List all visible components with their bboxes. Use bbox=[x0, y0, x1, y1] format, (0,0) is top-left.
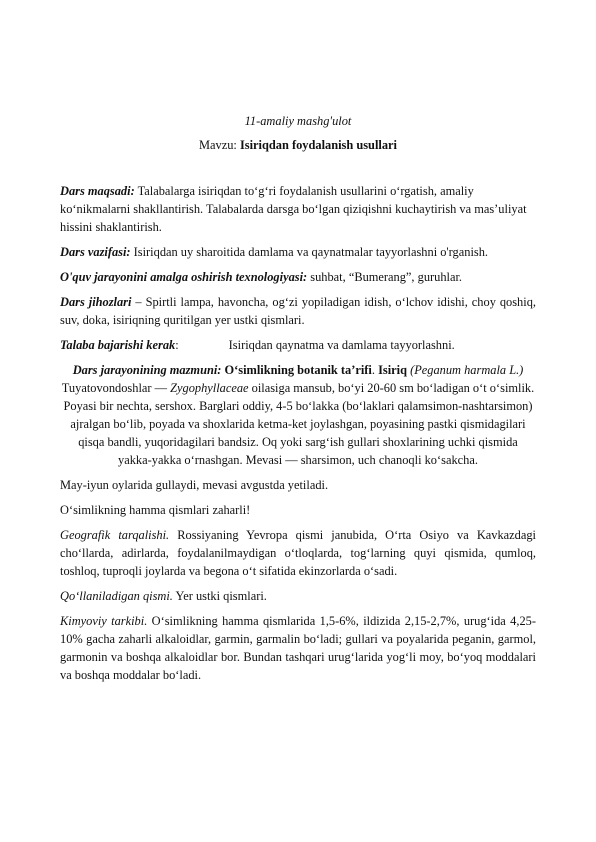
goal-label: Dars maqsadi: bbox=[60, 184, 135, 198]
used-part-text: Yer ustki qismlari. bbox=[172, 589, 267, 603]
student-text: Isiriqdan qaynatma va damlama tayyorlashni. bbox=[228, 338, 455, 352]
lesson-subject bbox=[60, 136, 536, 154]
subject-title: Isiriqdan foydalanish usullari bbox=[239, 138, 397, 152]
document-page bbox=[60, 112, 536, 691]
geography-label: Geografik tarqalishi. bbox=[60, 528, 170, 542]
plant-description: oilasiga mansub, bo‘yi 20-60 sm bo‘ladigan o‘t o‘simlik. Poyasi bir nechta, sershox. Barglari oddiy, 4-5 bo‘lakka (bo‘laklari qalamsimon-nashtarsimon) ajralgan bo‘lib, poyada va shoxlarida ketma-ket joylashgan, poyasining pastki qismidagilari qisqa bandli, yuqoridagilari bandsiz. Oq yoki sarg‘ish gullari shoxlarining uchki qismida yakka-yakka o‘rnashgan. Mevasi — sharsimon, uch chanoqli ko‘sakcha. bbox=[63, 381, 535, 467]
equipment-label: Dars jihozlari bbox=[60, 295, 132, 309]
goal-text: Talabalarga isiriqdan to‘g‘ri foydalanish usullarini o‘rgatish, amaliy ko‘nikmalarni shakllantirish. Talabalarda darsga bo‘lgan qiziqishni kuchaytirish va mas’uliyat hissini shaklantirish. bbox=[60, 184, 527, 234]
used-part-paragraph bbox=[60, 587, 536, 605]
student-label: Talaba bajarishi kerak bbox=[60, 338, 176, 352]
chemistry-text: O‘simlikning hamma qismlarida 1,5-6%, ildizida 2,15-2,7%, urug‘ida 4,25-10% gacha zaharli alkaloidlar, garmin, garmalin bo‘ladi; gullari va poyalarida peganin, garmol, garmonin va boshqa alkaloidlar bor. Bundan tashqari urug‘larida yog‘li moy, bo‘yoq moddalari va boshqa moddalar bo‘ladi. bbox=[60, 614, 536, 682]
equipment-paragraph bbox=[60, 293, 536, 329]
used-part-label: Qo‘llaniladigan qismi. bbox=[60, 589, 173, 603]
method-label: O'quv jarayonini amalga oshirish texnologiyasi: bbox=[60, 270, 308, 284]
geography-text: Rossiyaning Yevropa qismi janubida, O‘rta Osiyo va Kavkazdagi cho‘llarda, adirlarda, foydalanilmaydigan o‘tloqlarda, tog‘larning quyi qismida, qumloq, toshloq, tuproqli joylarda va begona o‘t sifatida ekinzorlarda o‘sadi. bbox=[60, 528, 536, 578]
family-latin: Zygophyllaceae bbox=[170, 381, 249, 395]
content-paragraph bbox=[60, 361, 536, 469]
content-label: Dars jarayonining mazmuni: bbox=[72, 363, 222, 377]
plant-name: Isiriq bbox=[378, 363, 407, 377]
bloom-paragraph: May-iyun oylarida gullaydi, mevasi avgustda yetiladi. bbox=[60, 478, 329, 492]
subject-prefix: Mavzu: bbox=[199, 138, 240, 152]
equipment-text: – Spirtli lampa, havoncha, og‘zi yopiladigan idish, o‘lchov idishi, choy qoshiq, suv, doka, isiriqning quritilgan yer ustki qismlari. bbox=[60, 295, 536, 327]
latin-name: (Peganum harmala L.) bbox=[406, 363, 524, 377]
chemistry-paragraph bbox=[60, 612, 536, 684]
task-paragraph bbox=[60, 243, 536, 261]
method-paragraph bbox=[60, 268, 536, 286]
student-paragraph bbox=[60, 336, 536, 354]
student-colon: : bbox=[175, 338, 179, 352]
family-prefix: Tuyatovondoshlar — bbox=[61, 381, 171, 395]
toxic-paragraph: O‘simlikning hamma qismlari zaharli! bbox=[60, 503, 251, 517]
chemistry-label: Kimyoviy tarkibi. bbox=[60, 614, 148, 628]
lesson-title: 11-amaliy mashg'ulot bbox=[244, 114, 352, 128]
task-text: Isiriqdan uy sharoitida damlama va qaynatmalar tayyorlashni o'rganish. bbox=[130, 245, 489, 259]
heading-dot: . bbox=[371, 363, 379, 377]
plant-heading: O‘simlikning botanik ta’rifi bbox=[221, 363, 372, 377]
method-text: suhbat, “Bumerang”, guruhlar. bbox=[307, 270, 463, 284]
geography-paragraph bbox=[60, 526, 536, 580]
goal-paragraph bbox=[60, 182, 536, 236]
task-label: Dars vazifasi: bbox=[60, 245, 131, 259]
